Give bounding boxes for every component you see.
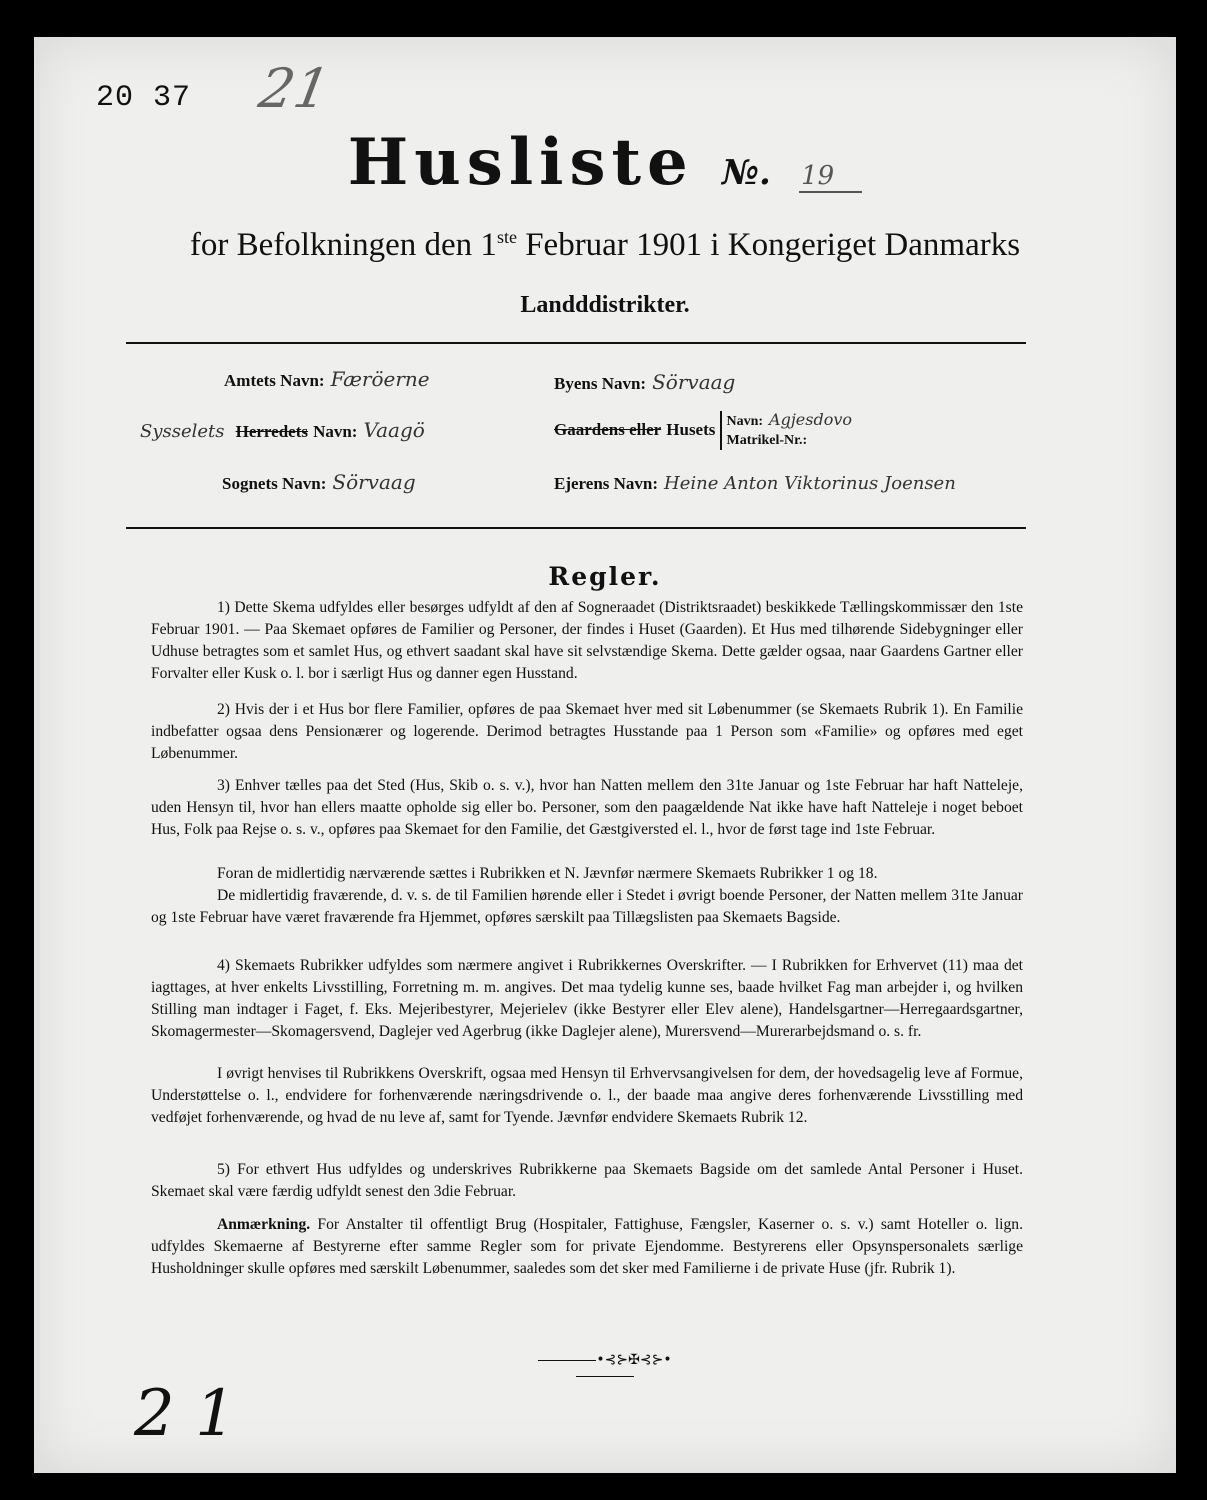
subtitle-part-1: for Befolkningen den 1 [189, 227, 497, 263]
form-subtitle [34, 227, 1176, 264]
rule-1-text: 1) Dette Skema udfyldes eller besørges udfyldt af den af Sogneraadet (Distriktsraadet) beskikkede Tællingskommissær den 1ste Februar 1901. — Paa Skemaet opføres de Familier og Personer, der findes i Huset (Gaarden). Et Hus med tilhørende Sidebygninger eller Udhuse betragtes som et samlet Hus, og ethvert saadant skal have sit selvstændige Skema. Dette gælder ogsaa, naar Gaardens Gartner eller Forvalter eller Kusk o. l. bor i særligt Hus og danner egen Husstand. [151, 599, 1023, 682]
navn-label: Navn: [726, 414, 764, 429]
note [151, 1214, 1023, 1280]
house-field [554, 411, 852, 450]
archive-number: 20 37 [96, 81, 192, 115]
herred-value: Vaagö [363, 418, 425, 442]
herred-prefix: Sysselets [140, 421, 225, 442]
rule-1 [151, 597, 1023, 685]
form-number: 19 [799, 161, 862, 193]
husets-label: Husets [666, 420, 716, 439]
by-field [554, 370, 735, 394]
subtitle-part-2: Februar 1901 i Kongeriget Danmarks [516, 227, 1021, 263]
ejer-value: Heine Anton Viktorinus Joensen [664, 473, 956, 494]
title-word: Husliste [347, 125, 694, 200]
matrikel-label: Matrikel-Nr.: [726, 433, 808, 448]
gaard-label-struck: Gaardens eller [554, 420, 662, 439]
middle-divider [126, 527, 1026, 529]
rule-3 [151, 775, 1023, 841]
ornament-divider [510, 1352, 700, 1384]
subtitle-superscript: ste [496, 227, 517, 247]
sogn-field [222, 470, 416, 494]
rule-3-n [151, 863, 1023, 885]
form-title [34, 125, 1176, 200]
note-label: Anmærkning. [217, 1216, 311, 1233]
herred-field [140, 418, 425, 442]
rule-4-cont-text: I øvrigt henvises til Rubrikkens Overskrift, ogsaa med Hensyn til Erhvervsangivelsen for dem, der hovedsagelig leve af Formue, Understøttelse o. l., endvidere for forhenværende næringsdrivende o. l., der baade maa angive deres forhenværende Livsstilling med vedføjet forhenværende, og hvad de nu leve af, samt for Tyende. Jævnfør endvidere Skemaets Rubrik 12. [151, 1065, 1023, 1126]
amt-label: Amtets Navn: [224, 371, 325, 390]
rule-2-text: 2) Hvis der i et Hus bor flere Familier, opføres de paa Skemaet hver med sit Løbenummer (se Skemaets Rubrik 1). En Familie indbefatter ogsaa dens Pensionærer og logerende. Derimod betragtes Husstande paa 1 Person som «Familie» og opføres med eget Løbenummer. [151, 701, 1023, 762]
amt-value: Færöerne [330, 367, 430, 391]
ejer-field [554, 473, 956, 494]
sogn-value: Sörvaag [332, 470, 416, 494]
note-text: For Anstalter til offentligt Brug (Hospitaler, Fattighuse, Fængsler, Kaserner o. s. v.) samt Hoteller o. lign. udfyldes Skemaerne af Bestyrerne efter samme Regler som for private Ejendomme. Bestyrerens eller Opsynspersonalets særlige Husholdninger skulle opføres med særskilt Løbenummer, saaledes som det sker med Familierne i de private Huse (jfr. Rubrik 1). [151, 1216, 1023, 1277]
herred-label-struck: Herredets [235, 422, 308, 441]
rule-4 [151, 955, 1023, 1043]
handwritten-page-number: 21 [254, 57, 335, 120]
rule-3-n-text: Foran de midlertidig nærværende sættes i Rubrikken et N. Jævnfør nærmere Skemaets Rubrikker 1 og 18. [217, 865, 878, 882]
handwritten-bottom-number: 2 1 [134, 1377, 236, 1451]
census-form-page [34, 37, 1176, 1473]
top-divider [126, 342, 1026, 344]
number-sign: №. [722, 153, 771, 193]
rule-2 [151, 699, 1023, 765]
house-bracket [720, 411, 852, 450]
rule-4-cont [151, 1063, 1023, 1129]
amt-field [224, 367, 430, 391]
by-label: Byens Navn: [554, 374, 647, 393]
rule-5 [151, 1159, 1023, 1203]
rule-4-text: 4) Skemaets Rubrikker udfyldes som nærmere angivet i Rubrikkernes Overskrifter. — I Rubrikken for Erhvervet (11) maa det iagttages, at hver enkelts Livsstilling, Forretning m. m. angives. Det maa tydelig kunne ses, baade hvilket Fag man arbejder i, og hvilken Stilling man indtager i Faget, f. Eks. Mejeribestyrer, Mejerielev (ikke Bestyrer eller Elev alene), Handelsgartner—Herregaardsgartner, Skomagermester—Skomagersvend, Daglejer ved Agerbrug (ikke Daglejer alene), Murersvend—Murerarbejdsmand o. s. fr. [151, 957, 1023, 1040]
rules-heading: Regler. [548, 562, 662, 591]
rule-5-text: 5) For ethvert Hus udfyldes og underskrives Rubrikkerne paa Skemaets Bagside om det samlede Antal Personer i Huset. Skemaet skal være færdig udfyldt senest den 3die Februar. [151, 1161, 1023, 1200]
herred-label: Navn: [313, 422, 358, 441]
navn-value: Agjesdovo [769, 410, 853, 429]
ornament-glyph: •⊰⊱✠⊰⊱• [596, 1352, 672, 1368]
sogn-label: Sognets Navn: [222, 474, 327, 493]
form-subtitle-2: Landddistrikter. [520, 292, 690, 318]
rule-3-absent-text: De midlertidig fraværende, d. v. s. de til Familien hørende eller i Stedet i øvrigt boende Personer, der Natten mellem 31te Januar og 1ste Februar have været fraværende fra Hjemmet, opføres særskilt paa Tillægslisten paa Skemaets Bagside. [151, 887, 1023, 926]
by-value: Sörvaag [652, 370, 736, 394]
ejer-label: Ejerens Navn: [554, 474, 659, 493]
rule-3-absent [151, 885, 1023, 929]
rule-3-text: 3) Enhver tælles paa det Sted (Hus, Skib o. s. v.), hvor han Natten mellem den 31te Januar og 1ste Februar har haft Natteleje, uden Hensyn til, hvor han ellers maatte opholde sig eller bo. Personer, som den paagældende Nat ikke have haft Natteleje i noget beboet Hus, Folk paa Rejse o. s. v., opføres paa Skemaet for den Familie, det Gæstgiversted el. l., hvor de først tage ind 1ste Februar. [151, 777, 1023, 838]
